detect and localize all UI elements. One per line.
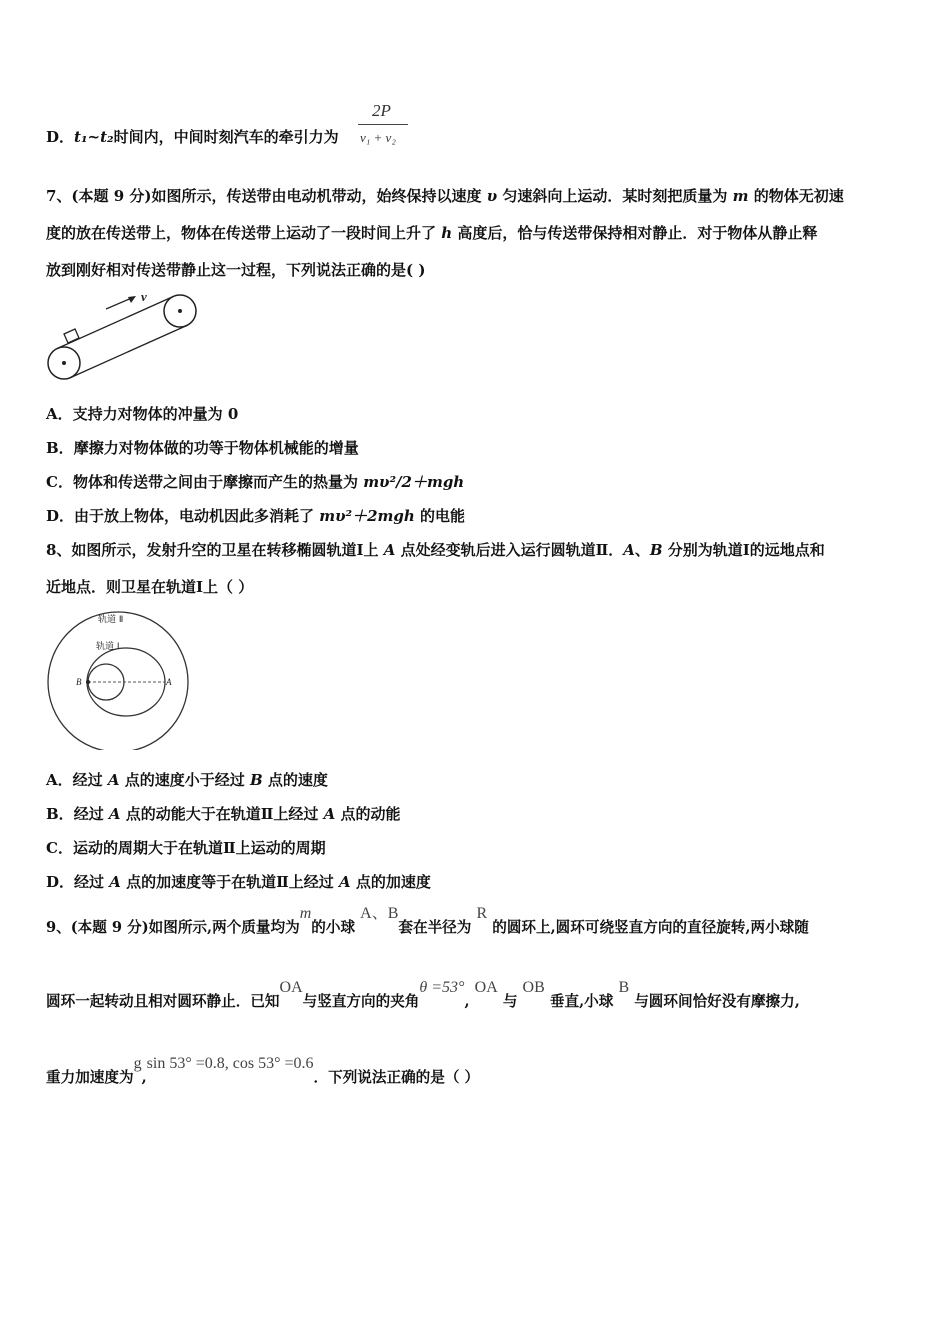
height-symbol: h [436, 224, 458, 242]
option-text: 时间内，中间时刻汽车的牵引力为 [113, 128, 339, 146]
fraction-numerator: 2P [372, 101, 391, 120]
mass-symbol: m [299, 905, 312, 922]
point-a-symbol: A [623, 541, 635, 559]
option-text: 点的速度小于经过 [119, 771, 250, 789]
q9-text: 重力加速度为 [46, 1069, 134, 1086]
q8-option-d [46, 872, 431, 892]
point-b-symbol: B [649, 541, 663, 559]
option-letter: B． [46, 439, 74, 457]
q7-option-c [46, 472, 464, 492]
t1-symbol: t₁ [74, 128, 88, 146]
q9-text: 与竖直方向的夹角 [302, 993, 420, 1010]
option-letter: A． [46, 405, 73, 423]
option-text: 经过 [72, 771, 108, 789]
prev-option-d [46, 127, 339, 147]
q7-option-d [46, 506, 465, 526]
orbit-figure [46, 606, 196, 750]
q8-line-1 [46, 540, 825, 560]
q7-line-1 [46, 186, 844, 206]
q7-text: 匀速斜向上运动．某时刻把质量为 [502, 187, 728, 205]
radius-symbol: R [476, 905, 488, 922]
q7-text: 7、(本题 9 分)如图所示，传送带由电动机带动，始终保持以速度 [46, 187, 482, 205]
option-letter: B． [46, 805, 74, 823]
point-symbol: A [108, 805, 121, 823]
point-b-label: B [76, 677, 82, 687]
option-letter: A． [46, 771, 73, 789]
point-a-symbol: A [378, 541, 401, 559]
q9-text: 垂直,小球 [549, 993, 614, 1010]
gravity-symbol: g [133, 1055, 142, 1072]
q9-line-2 [46, 979, 800, 1012]
tilde: ~ [87, 128, 101, 146]
option-math: mυ²＋2mgh [319, 507, 415, 525]
ob-symbol: OB [522, 979, 545, 996]
option-text: 点的加速度等于在轨道Ⅱ上经过 [120, 873, 339, 891]
q9-text: , [141, 1069, 147, 1086]
option-text: 点的动能 [335, 805, 401, 823]
q9-text: , [464, 993, 470, 1010]
q8-text: 点处经变轨后进入运行圆轨道Ⅱ． [400, 541, 624, 559]
option-text: 经过 [73, 805, 109, 823]
point-symbol: A [109, 873, 121, 891]
option-text: 的电能 [414, 507, 466, 525]
q7-line-3: 放到刚好相对传送带静止这一过程，下列说法正确的是( ) [46, 261, 426, 279]
belt-bottom [71, 326, 187, 378]
option-text: 支持力对物体的冲量为 0 [72, 405, 239, 423]
option-text: 摩擦力对物体做的功等于物体机械能的增量 [73, 439, 359, 457]
q7-text: 高度后，恰与传送带保持相对静止．对于物体从静止释 [457, 224, 818, 242]
q9-text: 的小球 [311, 919, 356, 936]
q9-line-3 [46, 1055, 480, 1088]
q9-text: 套在半径为 [398, 919, 472, 936]
point-symbol: B [249, 771, 263, 789]
option-text: 经过 [74, 873, 110, 891]
option-text: 物体和传送带之间由于摩擦而产生的热量为 [72, 473, 364, 491]
mass-symbol: m [727, 187, 754, 205]
option-letter: C． [46, 473, 73, 491]
q8-line-2: 近地点．则卫星在轨道Ⅰ上（ ） [46, 578, 254, 596]
q8-option-a [46, 770, 328, 790]
velocity-label: v [141, 289, 147, 304]
option-letter: C． [46, 839, 73, 857]
q9-text: 圆环一起转动且相对圆环静止．已知 [46, 993, 280, 1010]
q9-text: ．下列说法正确的是（ ） [313, 1069, 480, 1086]
q9-line-1 [46, 905, 809, 938]
q7-option-b [46, 438, 359, 458]
balls-symbol: A、B [360, 905, 399, 922]
point-symbol: A [338, 873, 351, 891]
fraction-bar [358, 124, 408, 125]
trig-values: sin 53° =0.8, cos 53° =0.6 [146, 1055, 314, 1072]
option-text: 点的动能大于在轨道Ⅱ上经过 [120, 805, 324, 823]
q8-text: 8、如图所示，发射升空的卫星在转移椭圆轨道Ⅰ上 [46, 541, 379, 559]
theta-symbol: θ =53° [419, 979, 465, 996]
orbit-2-label: 轨道 Ⅱ [98, 615, 124, 625]
fraction-denominator: v₁ + v₂ [360, 130, 396, 145]
option-text: 由于放上物体，电动机因此多消耗了 [74, 507, 320, 525]
q8-option-c [46, 838, 326, 858]
point-b-dot [86, 680, 90, 684]
option-letter: D． [46, 128, 75, 146]
option-math: mυ²/2＋mgh [363, 473, 465, 491]
oa-symbol: OA [279, 979, 303, 996]
q7-text: 的物体无初速 [753, 187, 844, 205]
option-letter: D． [46, 873, 75, 891]
orbit-1-label: 轨道 Ⅰ [96, 642, 120, 652]
separator: 、 [634, 541, 650, 559]
velocity-symbol: υ [481, 187, 503, 205]
oa-symbol: OA [474, 979, 498, 996]
point-a-label: A [166, 677, 172, 687]
belt-top [58, 296, 174, 348]
q9-text: 与圆环间恰好没有摩擦力, [634, 993, 800, 1010]
option-text: 点的加速度 [350, 873, 431, 891]
q9-text: 9、(本题 9 分)如图所示,两个质量均为 [46, 919, 300, 936]
conveyor-figure [44, 287, 204, 385]
point-symbol: A [107, 771, 120, 789]
q8-text: 分别为轨道Ⅰ的远地点和 [662, 541, 825, 559]
t2-symbol: t₂ [100, 128, 114, 146]
q9-text: 的圆环上,圆环可绕竖直方向的直径旋转,两小球随 [492, 919, 809, 936]
option-letter: D． [46, 507, 75, 525]
q7-text: 度的放在传送带上，物体在传送带上运动了一段时间上升了 [46, 224, 437, 242]
point-symbol: A [323, 805, 336, 823]
q9-text: 与 [502, 993, 518, 1010]
option-text: 运动的周期大于在轨道Ⅱ上运动的周期 [72, 839, 326, 857]
lower-pulley-axle [62, 361, 66, 365]
block-on-belt [64, 329, 79, 343]
q7-option-a [46, 404, 238, 424]
q7-line-2 [46, 223, 817, 243]
option-text: 点的速度 [262, 771, 328, 789]
q8-option-b [46, 804, 401, 824]
upper-pulley-axle [178, 309, 182, 313]
ball-b-symbol: B [618, 979, 630, 996]
